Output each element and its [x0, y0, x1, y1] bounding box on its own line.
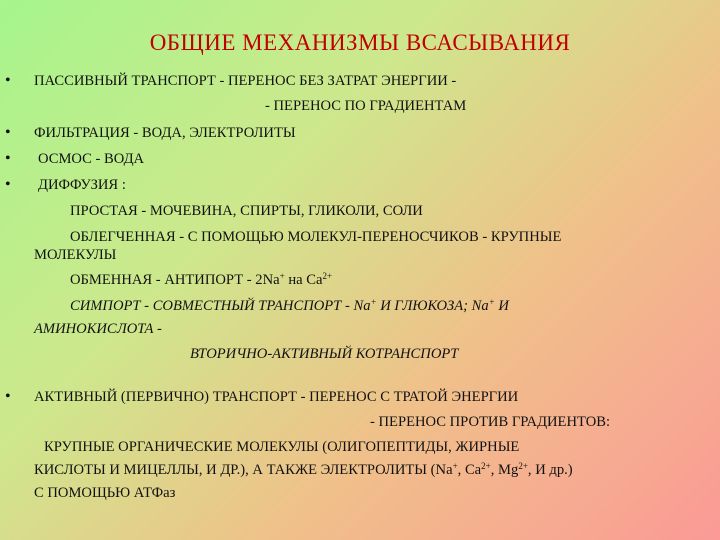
active-line-4-a: КИСЛОТЫ И МИЦЕЛЛЫ, И ДР.), А ТАКЖЕ ЭЛЕКТРОЛИТЫ (Na — [34, 462, 453, 478]
passive-line-2: - ПЕРЕНОС ПО ГРАДИЕНТАМ — [265, 98, 467, 114]
slide-title: ОБЩИЕ МЕХАНИЗМЫ ВСАСЫВАНИЯ — [149, 30, 571, 55]
exchange-mid: на Ca — [284, 272, 323, 288]
filtration-line: ФИЛЬТРАЦИЯ - ВОДА, ЭЛЕКТРОЛИТЫ — [34, 125, 296, 141]
active-line-2: - ПЕРЕНОС ПРОТИВ ГРАДИЕНТОВ: — [370, 414, 611, 430]
active-line-5: С ПОМОЩЬЮ АТФаз — [34, 485, 176, 501]
bullet: • — [5, 388, 11, 405]
symport-sup-2: + — [488, 297, 495, 307]
diffusion-exchange — [70, 271, 332, 289]
symport-end: И — [494, 298, 509, 314]
active-line-4-d: , И др.) — [527, 462, 573, 478]
active-line-3: КРУПНЫЕ ОРГАНИЧЕСКИЕ МОЛЕКУЛЫ (ОЛИГОПЕПТИДЫ, ЖИРНЫЕ — [44, 439, 520, 455]
active-sup-3: 2+ — [518, 461, 528, 471]
diffusion-heading: ДИФФУЗИЯ : — [38, 177, 126, 193]
active-line-1: АКТИВНЫЙ (ПЕРВИЧНО) ТРАНСПОРТ - ПЕРЕНОС С ТРАТОЙ ЭНЕРГИИ — [34, 389, 519, 405]
active-line-4 — [34, 461, 573, 479]
diffusion-facilitated-1: ОБЛЕГЧЕННАЯ - С ПОМОЩЬЮ МОЛЕКУЛ-ПЕРЕНОСЧИКОВ - КРУПНЫЕ — [70, 229, 562, 245]
passive-line-1: ПАССИВНЫЙ ТРАНСПОРТ - ПЕРЕНОС БЕЗ ЗАТРАТ ЭНЕРГИИ - — [34, 73, 457, 89]
diffusion-secondary: ВТОРИЧНО-АКТИВНЫЙ КОТРАНСПОРТ — [190, 346, 459, 362]
bullet: • — [5, 176, 11, 193]
diffusion-symport-2: АМИНОКИСЛОТА - — [34, 321, 162, 337]
exchange-text: ОБМЕННАЯ - АНТИПОРТ - 2Na — [70, 272, 280, 288]
exchange-sup-2: 2+ — [322, 271, 333, 281]
symport-mid: И ГЛЮКОЗА; Na — [376, 298, 489, 314]
symport-sup-1: + — [370, 297, 377, 307]
active-line-4-c: , Mg — [490, 462, 519, 478]
bullet: • — [5, 150, 11, 167]
active-line-4-b: , Ca — [457, 462, 482, 478]
diffusion-simple: ПРОСТАЯ - МОЧЕВИНА, СПИРТЫ, ГЛИКОЛИ, СОЛИ — [70, 203, 423, 219]
diffusion-facilitated-2: МОЛЕКУЛЫ — [34, 247, 117, 263]
active-sup-1: + — [452, 461, 458, 471]
symport-text: СИМПОРТ - СОВМЕСТНЫЙ ТРАНСПОРТ - Na — [70, 298, 371, 314]
bullet: • — [5, 124, 11, 141]
bullet: • — [5, 72, 11, 89]
exchange-sup-1: + — [279, 271, 285, 281]
active-sup-2: 2+ — [481, 461, 491, 471]
diffusion-symport — [70, 297, 509, 315]
osmosis-line: ОСМОС - ВОДА — [38, 151, 145, 167]
